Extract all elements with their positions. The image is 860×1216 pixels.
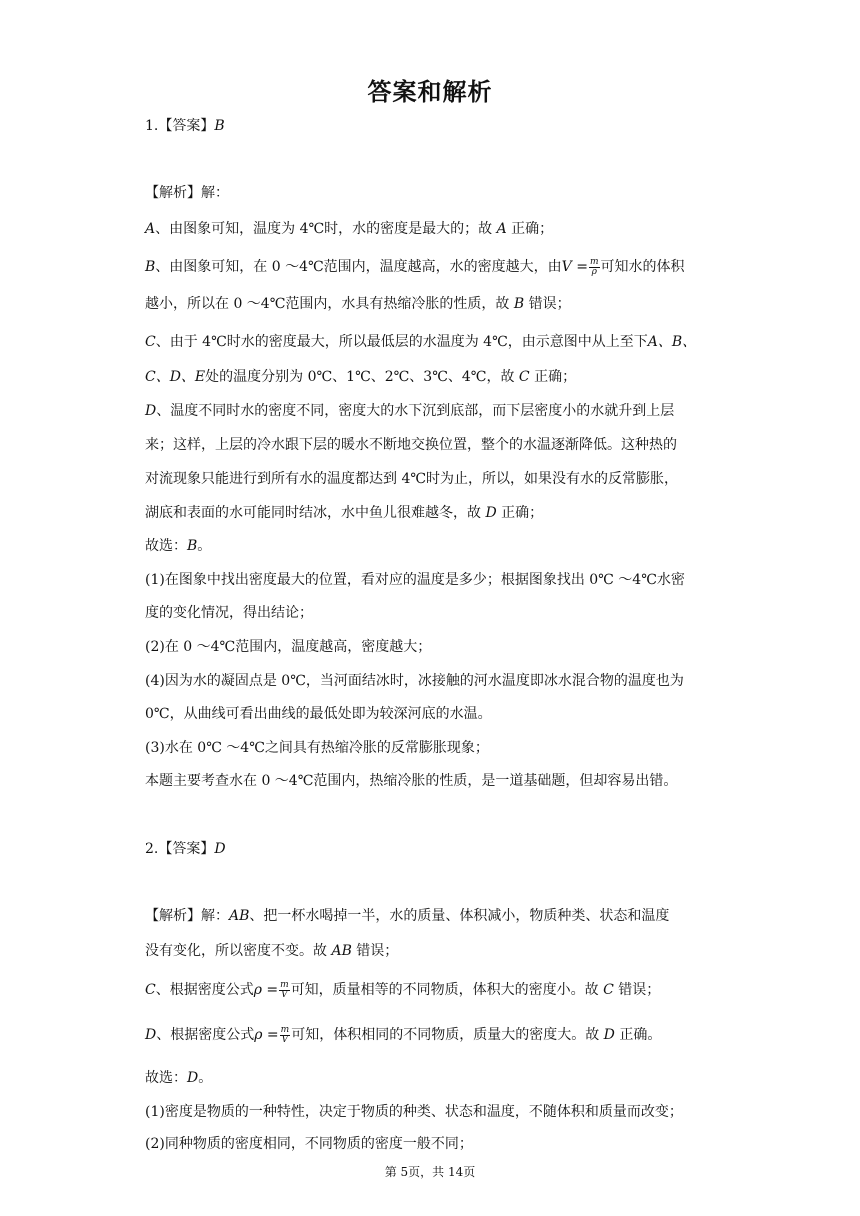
q1-option-d-line3: 对流现象只能进行到所有水的温度都达到 4℃时为止，所以，如果没有水的反常膨胀，	[145, 471, 679, 487]
q1-analysis-label: 【解析】解：	[145, 185, 229, 201]
q1-option-d-line2: 来；这样，上层的冷水跟下层的暖水不断地交换位置，整个的水温逐渐降低。这种热的	[145, 437, 677, 453]
q2-note-1: (1)密度是物质的一种特性，决定于物质的种类、状态和温度，不随体积和质量而改变；	[145, 1104, 683, 1120]
fraction: $\frac{m}{\rho}$	[589, 256, 599, 277]
q1-note-4-cont: 0℃，从曲线可看出曲线的最低处即为较深河底的水温。	[145, 706, 492, 722]
q1-note-3: (3)水在 0℃ ～4℃之间具有热缩冷胀的反常膨胀现象；	[145, 740, 489, 756]
q1-option-b-cont: 越小，所以在 0 ～4℃范围内，水具有热缩冷胀的性质，故 B 错误；	[145, 296, 571, 312]
q1-answer	[145, 116, 225, 136]
q1-note-1: (1)在图象中找出密度最大的位置，看对应的温度是多少；根据图象找出 0℃ ～4℃水密	[145, 572, 685, 588]
q2-answer-label: 2.【答案】	[145, 841, 215, 857]
q2-answer	[145, 839, 226, 859]
q2-answer-value: D	[214, 841, 226, 857]
q1-note-4: (4)因为水的凝固点是 0℃，当河面结冰时，冰接触的河水温度即冰水混合物的温度也为	[145, 673, 684, 689]
q1-option-d-line4: 湖底和表面的水可能同时结冰，水中鱼儿很难越冬，故 D 正确；	[145, 505, 544, 521]
q1-answer-label: 1.【答案】	[145, 118, 215, 134]
q2-option-ab-cont: 没有变化，所以密度不变。故 AB 错误；	[145, 943, 399, 959]
q1-option-c-cont: C、D、E处的温度分别为 0℃、1℃、2℃、3℃、4℃，故 C 正确；	[145, 369, 577, 385]
q1-choice: 故选：B。	[145, 538, 212, 554]
density-formula: ρ =	[253, 982, 279, 998]
q1-option-d: D、温度不同时水的密度不同，密度大的水下沉到底部，而下层密度小的水就升到上层	[145, 403, 675, 419]
page-title: 答案和解析	[367, 78, 493, 106]
q1-option-a: A、由图象可知，温度为 4℃时，水的密度是最大的；故 A 正确；	[145, 221, 554, 237]
q2-note-2: (2)同种物质的密度相同，不同物质的密度一般不同；	[145, 1136, 473, 1152]
q1-note-1-cont: 度的变化情况，得出结论；	[145, 605, 313, 621]
q1-option-b: B、由图象可知，在 0 ～4℃范围内，温度越高，水的密度越大，由V = $\frac{m}{\rho}$ 可知水的体积	[145, 256, 685, 277]
q1-answer-value: B	[214, 118, 225, 134]
q2-option-d: D、根据密度公式ρ = $\frac{m}{V}$ 可知，体积相同的不同物质，质量大的密度大。故 D 正确。	[145, 1024, 662, 1045]
volume-formula: V =	[561, 259, 588, 275]
page-footer: 第 5页，共 14页	[384, 1165, 476, 1179]
q2-option-c: C、根据密度公式ρ = $\frac{m}{V}$ 可知，质量相等的不同物质，体积大的密度小。故 C 错误；	[145, 979, 661, 1000]
q2-option-ab: 【解析】解：AB、把一杯水喝掉一半，水的质量、体积减小，物质种类、状态和温度	[145, 908, 670, 924]
density-formula: ρ =	[254, 1027, 279, 1043]
fraction: $\frac{m}{V}$	[280, 1024, 290, 1045]
q2-choice: 故选：D。	[145, 1070, 213, 1086]
q1-option-c: C、由于 4℃时水的密度最大，所以最低层的水温度为 4℃，由示意图中从上至下A、B、	[145, 334, 697, 350]
q1-note-2: (2)在 0 ～4℃范围内，温度越高，密度越大；	[145, 639, 432, 655]
fraction: $\frac{m}{V}$	[280, 979, 289, 1000]
q1-summary: 本题主要考查水在 0 ～4℃范围内，热缩冷胀的性质，是一道基础题，但却容易出错。	[145, 773, 678, 789]
